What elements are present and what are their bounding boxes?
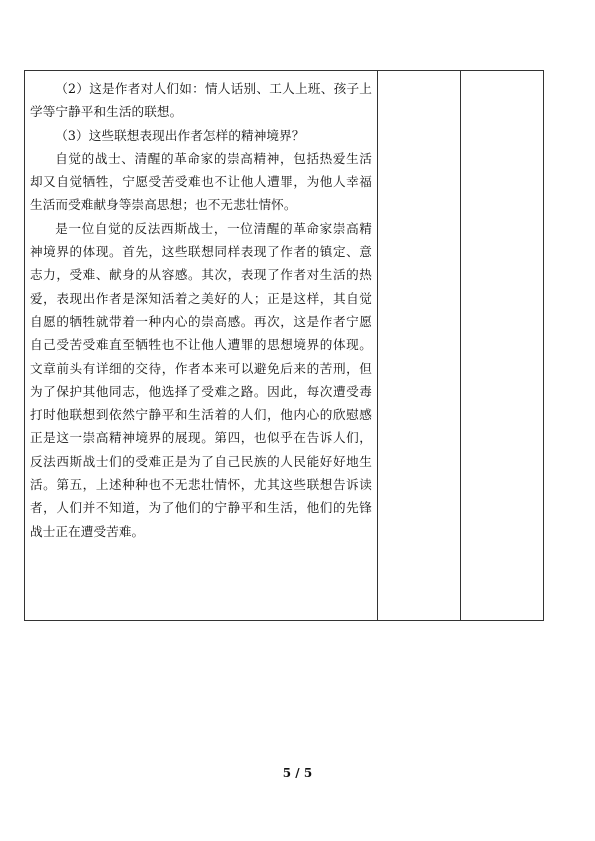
paragraph-question: （3）这些联想表现出作者怎样的精神境界？ [55, 127, 305, 143]
paragraph-answer-summary: 自觉的战士、清醒的革命家的崇高精神，包括热爱生活却又自觉牺牲，宁愿受苦受难也不让他人遭罪，为他人幸福生活而受难献身等崇高思想；也不无悲壮情怀。 [30, 150, 372, 213]
page-number: 5 / 5 [282, 766, 313, 780]
paragraph-associations: （2）这是作者对人们如：情人话别、工人上班、孩子上学等宁静平和生活的联想。 [30, 81, 372, 120]
paragraph-answer-detail: 是一位自觉的反法西斯战士，一位清醒的革命家崇高精神境界的体现。首先，这些联想同样表现了作者的镇定、意志力，受难、献身的从容感。其次，表现了作者对生活的热爱，表现出作者是深知活着之美好的人；正是这样，其自觉自愿的牺牲就带着一种内心的崇高感。再次，这是作者宁愿自己受苦受难直至牺牲也不让他人遭罪的思想境界的体现。文章前头有详细的交待，作者本来可以避免后来的苦刑，但为了保护其他同志，他选择了受难之路。因此，每次遭受毒打时他联想到依然宁静平和生活着的人们，他内心的欣慰感正是这一崇高精神境界的展现。第四，也似乎在告诉人们，反法西斯战士们的受难正是为了自己民族的人民能好好地生活。第五，上述种种也不无悲壮情怀，尤其这些联想告诉读者，人们并不知道，为了他们的宁静平和生活，他们的先锋战士正在遭受苦难。 [30, 220, 372, 539]
empty-column-3 [461, 71, 544, 620]
empty-column-2 [378, 71, 460, 620]
content-column [25, 71, 377, 620]
lesson-table [24, 70, 544, 621]
